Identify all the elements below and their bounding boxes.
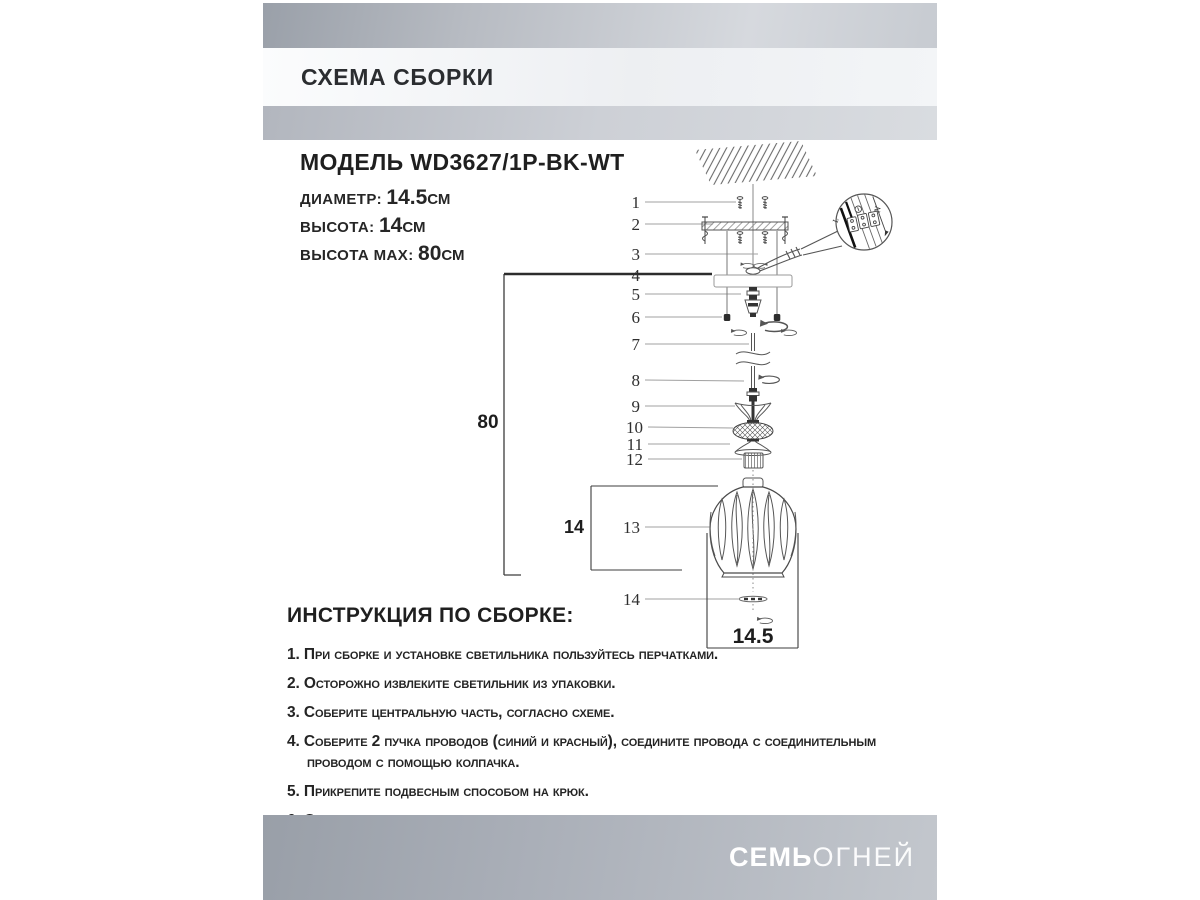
part-label-14: 14 <box>623 590 640 609</box>
exploded-view-diagram <box>440 138 940 668</box>
part-label-9: 9 <box>631 397 640 416</box>
dimension-80-bracket <box>504 274 712 575</box>
spec-diameter-value: 14.5 <box>386 186 428 209</box>
cable-stopper-right <box>774 314 781 321</box>
dim-shade-height-label: 14 <box>563 517 585 537</box>
mounting-bar <box>702 217 788 244</box>
part-label-5: 5 <box>631 285 640 304</box>
instruction-item-5: 5. Прикрепите подвесным способом на крюк. <box>287 782 589 800</box>
part-label-11: 11 <box>626 435 643 454</box>
spec-height-unit: СМ <box>402 219 426 236</box>
instruction-item-4: 4. Соберите 2 пучка проводов (синий и красный), соедините провода с соединительным проводом с помощью колпачка. <box>287 732 877 771</box>
header-title-band <box>263 48 937 106</box>
cable-stopper-left <box>724 314 731 321</box>
terminal-label-live: L <box>830 217 841 224</box>
part-label-1: 1 <box>631 193 640 212</box>
part-label-4: 4 <box>631 266 640 285</box>
assembly-instructions <box>287 604 932 839</box>
dim-shade-diameter-label: 14.5 <box>732 625 774 648</box>
dimension-14-bracket <box>591 486 718 570</box>
model-name: МОДЕЛЬ WD3627/1P-BK-WT <box>300 149 625 175</box>
spec-diameter-label: ДИАМЕТР: <box>300 191 382 208</box>
header-gradient-bar-top <box>263 3 937 48</box>
spec-max-height-unit: СМ <box>441 247 465 264</box>
part-label-8: 8 <box>631 371 640 390</box>
lamp-socket <box>744 453 763 468</box>
spec-height-label: ВЫСОТА: <box>300 219 375 236</box>
part-number-labels <box>623 193 643 609</box>
supply-wires <box>757 231 842 272</box>
spec-diameter-unit: СМ <box>427 191 451 208</box>
ceiling-hatch <box>695 141 817 185</box>
instruction-item-1: 1. При сборке и установке светильника пользуйтесь перчатками. <box>287 646 719 663</box>
instruction-item-2: 2. Осторожно извлеките светильник из упаковки. <box>287 674 616 692</box>
part-label-7: 7 <box>631 335 640 354</box>
crystal-ball <box>733 420 773 442</box>
brand-logo-light: ОГНЕЙ <box>812 842 915 872</box>
spec-height-value: 14 <box>378 214 403 237</box>
part-label-6: 6 <box>631 308 640 327</box>
part-label-3: 3 <box>631 245 640 264</box>
part-label-2: 2 <box>631 215 640 234</box>
footer-brand-band <box>263 815 937 900</box>
instruction-item-3: 3. Соберите центральную часть, согласно схеме. <box>287 703 615 721</box>
part-label-12: 12 <box>626 450 643 469</box>
terminal-label-neutral: N <box>872 205 883 214</box>
spec-max-height-value: 80 <box>418 242 442 265</box>
strain-relief <box>745 287 787 332</box>
brand-logo-bold: СЕМЬ <box>729 842 813 872</box>
dim-max-height-label: 80 <box>477 412 499 433</box>
part-label-10: 10 <box>626 418 643 437</box>
part-label-13: 13 <box>623 518 640 537</box>
header-gradient-bar-bottom <box>263 106 937 140</box>
instructions-heading: ИНСТРУКЦИЯ ПО СБОРКЕ: <box>287 604 574 627</box>
spec-max-height-label: ВЫСОТА MAX: <box>300 247 414 264</box>
page-title: СХЕМА СБОРКИ <box>301 63 494 90</box>
brand-logo <box>729 842 937 873</box>
